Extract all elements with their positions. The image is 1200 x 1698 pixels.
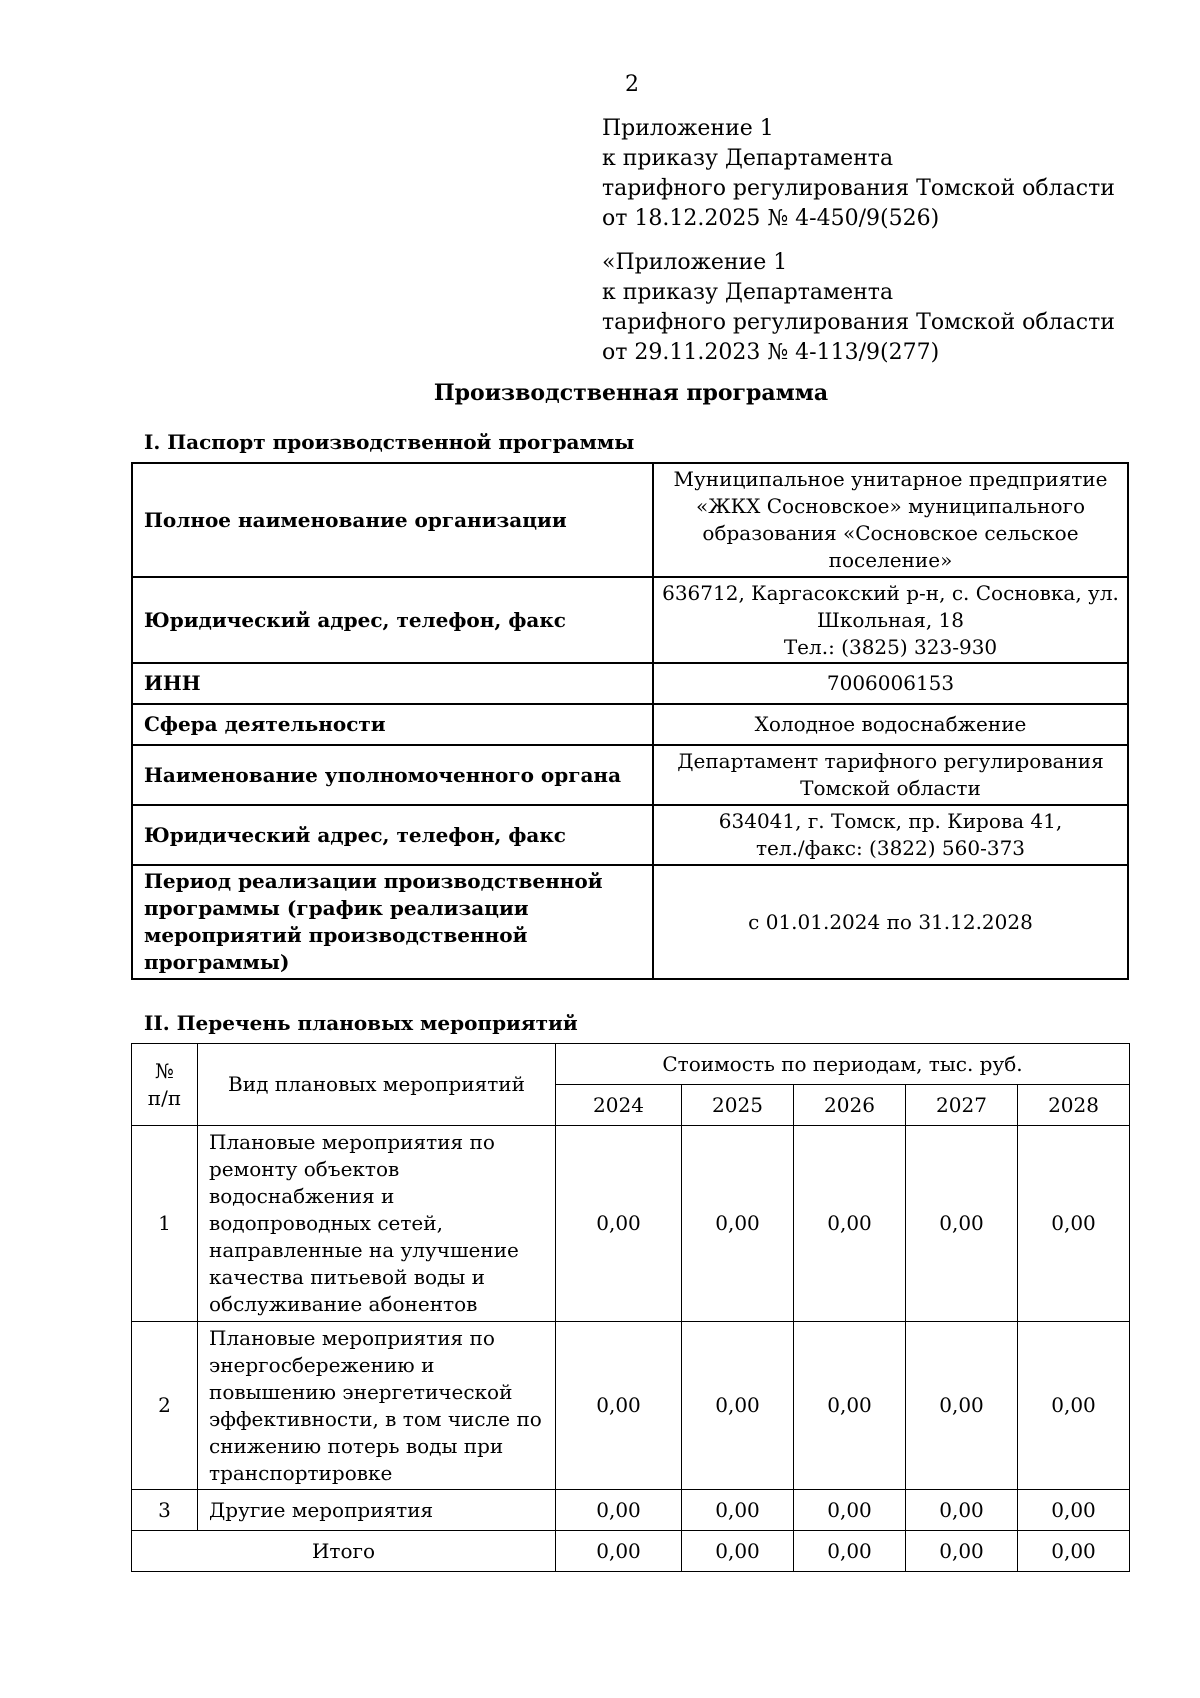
cost-cell: 0,00 xyxy=(556,1490,682,1531)
desc-line: обслуживание абонентов xyxy=(209,1292,478,1316)
cost-cell: 0,00 xyxy=(906,1126,1018,1322)
passport-row xyxy=(132,865,1128,979)
passport-label xyxy=(132,865,653,979)
passport-value xyxy=(653,865,1128,979)
desc-line: направленные на улучшение xyxy=(209,1238,519,1262)
header-line: п/п xyxy=(147,1085,182,1110)
desc-line: водоснабжения и xyxy=(209,1184,395,1208)
year-header: 2025 xyxy=(682,1085,794,1126)
label-line: программы (график реализации xyxy=(144,896,529,920)
cost-cell: 0,00 xyxy=(1018,1322,1130,1490)
row-number: 1 xyxy=(132,1126,198,1322)
value-line: 634041, г. Томск, пр. Кирова 41, xyxy=(718,809,1063,833)
passport-row xyxy=(132,805,1128,865)
desc-line: качества питьевой воды и xyxy=(209,1265,485,1289)
total-row xyxy=(132,1531,1130,1572)
passport-row xyxy=(132,704,1128,745)
column-cost-header: Стоимость по периодам, тыс. руб. xyxy=(556,1044,1130,1085)
desc-line: ремонту объектов xyxy=(209,1157,400,1181)
cost-cell: 0,00 xyxy=(1018,1490,1130,1531)
cost-cell: 0,00 xyxy=(794,1322,906,1490)
section-activities-heading: II. Перечень плановых мероприятий xyxy=(144,1011,578,1035)
year-header: 2028 xyxy=(1018,1085,1130,1126)
value-line: образования «Сосновское сельское xyxy=(702,521,1079,545)
appendix-line: «Приложение 1 xyxy=(602,250,788,275)
cost-cell: 0,00 xyxy=(556,1322,682,1490)
table-row xyxy=(132,1490,1130,1531)
cost-cell: 0,00 xyxy=(794,1126,906,1322)
appendix-line: тарифного регулирования Томской области xyxy=(602,310,1115,335)
total-cell: 0,00 xyxy=(682,1531,794,1572)
table-row xyxy=(132,1322,1130,1490)
passport-value xyxy=(653,663,1128,704)
value-line: тел./факс: (3822) 560-373 xyxy=(755,836,1026,860)
appendix-line: от 29.11.2023 № 4-113/9(277) xyxy=(602,340,940,365)
table-row xyxy=(132,1126,1130,1322)
total-label: Итого xyxy=(132,1531,556,1572)
value-line: поселение» xyxy=(828,548,953,572)
cost-cell: 0,00 xyxy=(682,1126,794,1322)
desc-line: Плановые мероприятия по xyxy=(209,1130,495,1154)
passport-value xyxy=(653,463,1128,577)
desc-line: водопроводных сетей, xyxy=(209,1211,443,1235)
appendix-line: к приказу Департамента xyxy=(602,146,894,171)
value-line: Холодное водоснабжение xyxy=(754,712,1027,736)
appendix-line: от 18.12.2025 № 4-450/9(526) xyxy=(602,206,940,231)
desc-line: Другие мероприятия xyxy=(209,1497,434,1522)
year-header: 2027 xyxy=(906,1085,1018,1126)
cost-cell: 0,00 xyxy=(682,1322,794,1490)
value-line: Департамент тарифного регулирования xyxy=(677,749,1104,773)
column-number-header xyxy=(132,1044,198,1126)
passport-row xyxy=(132,577,1128,663)
passport-value xyxy=(653,745,1128,805)
desc-line: энергосбережению и xyxy=(209,1352,435,1377)
passport-row xyxy=(132,745,1128,805)
activities-table xyxy=(131,1043,1130,1572)
header-line: № xyxy=(155,1058,174,1083)
page-number: 2 xyxy=(625,72,639,97)
header-row xyxy=(132,1044,1130,1085)
row-description xyxy=(198,1126,556,1322)
desc-line: повышению энергетической xyxy=(209,1379,513,1404)
appendix-line: тарифного регулирования Томской области xyxy=(602,176,1115,201)
value-line: Муниципальное унитарное предприятие xyxy=(673,467,1108,491)
year-header: 2024 xyxy=(556,1085,682,1126)
passport-value xyxy=(653,577,1128,663)
appendix-line: к приказу Департамента xyxy=(602,280,894,305)
total-cell: 0,00 xyxy=(794,1531,906,1572)
passport-label: Наименование уполномоченного органа xyxy=(132,745,653,805)
document-title: Производственная программа xyxy=(433,380,829,406)
cost-cell: 0,00 xyxy=(682,1490,794,1531)
passport-label: Сфера деятельности xyxy=(132,704,653,745)
passport-row xyxy=(132,463,1128,577)
passport-row xyxy=(132,663,1128,704)
passport-label: Полное наименование организации xyxy=(132,463,653,577)
passport-label: Юридический адрес, телефон, факс xyxy=(132,805,653,865)
passport-label: ИНН xyxy=(132,663,653,704)
section-passport-heading: I. Паспорт производственной программы xyxy=(144,430,635,454)
value-line: Томской области xyxy=(800,776,981,800)
cost-cell: 0,00 xyxy=(1018,1126,1130,1322)
passport-table xyxy=(131,462,1129,980)
value-line: Школьная, 18 xyxy=(817,607,964,632)
total-cell: 0,00 xyxy=(556,1531,682,1572)
value-line: 636712, Каргасокский р-н, с. Сосновка, ул. xyxy=(662,580,1119,605)
cost-cell: 0,00 xyxy=(906,1490,1018,1531)
desc-line: снижению потерь воды при xyxy=(209,1433,504,1458)
label-line: программы) xyxy=(144,950,290,974)
row-number: 3 xyxy=(132,1490,198,1531)
column-type-header: Вид плановых мероприятий xyxy=(198,1044,556,1126)
appendix-previous-header xyxy=(602,248,1115,368)
row-number: 2 xyxy=(132,1322,198,1490)
value-line: с 01.01.2024 по 31.12.2028 xyxy=(748,909,1033,934)
label-line: мероприятий производственной xyxy=(144,923,528,947)
value-line: Тел.: (3825) 323-930 xyxy=(783,634,998,659)
total-cell: 0,00 xyxy=(906,1531,1018,1572)
passport-value xyxy=(653,704,1128,745)
row-description xyxy=(198,1490,556,1531)
desc-line: транспортировке xyxy=(209,1460,393,1485)
desc-line: Плановые мероприятия по xyxy=(209,1325,495,1350)
year-header: 2026 xyxy=(794,1085,906,1126)
appendix-current-header xyxy=(602,114,1115,234)
cost-cell: 0,00 xyxy=(556,1126,682,1322)
desc-line: эффективности, в том числе по xyxy=(209,1406,542,1431)
passport-label: Юридический адрес, телефон, факс xyxy=(132,577,653,663)
label-line: Период реализации производственной xyxy=(144,869,603,893)
appendix-line: Приложение 1 xyxy=(602,116,774,141)
passport-value xyxy=(653,805,1128,865)
row-description xyxy=(198,1322,556,1490)
cost-cell: 0,00 xyxy=(906,1322,1018,1490)
cost-cell: 0,00 xyxy=(794,1490,906,1531)
total-cell: 0,00 xyxy=(1018,1531,1130,1572)
value-line: «ЖКХ Сосновское» муниципального xyxy=(695,494,1086,518)
value-line: 7006006153 xyxy=(826,671,955,695)
